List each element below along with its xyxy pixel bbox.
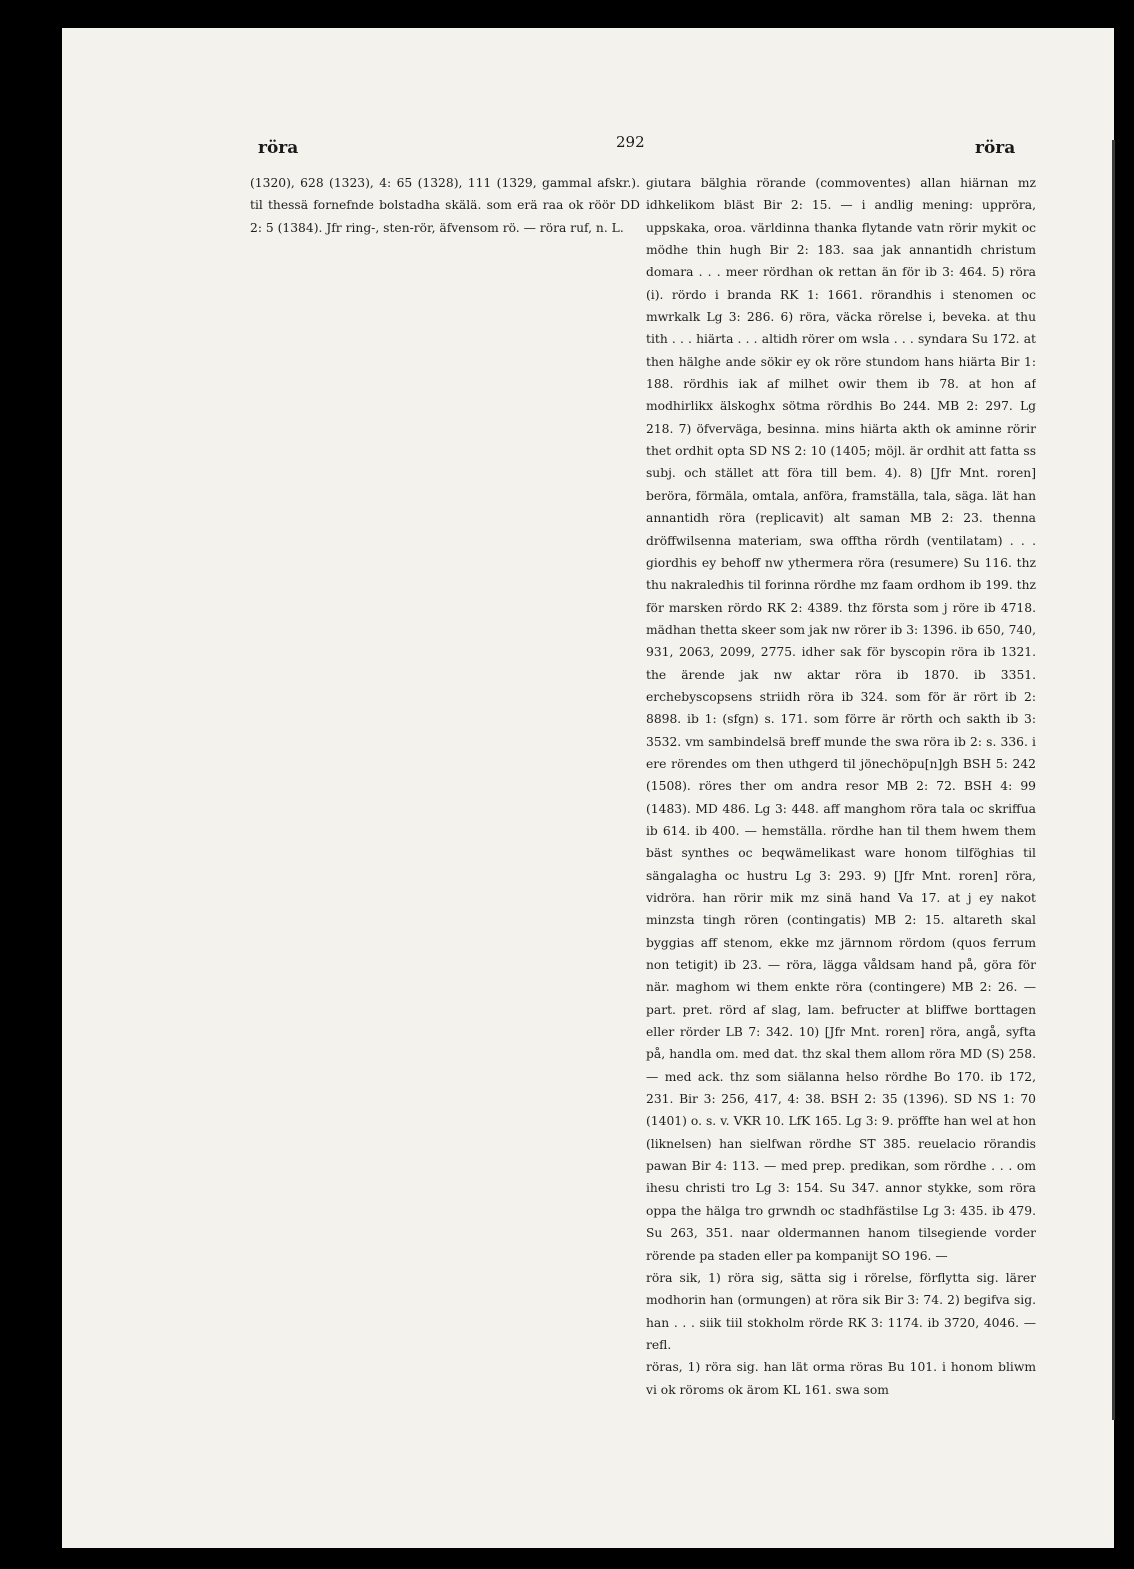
left-paragraph-1: (1320), 628 (1323), 4: 65 (1328), 111 (1329, gammal afskr.). til thessä fornefnde bolstadha skälä. som erä raa ok röör DD 2: 5 (1384). Jfr ring-, sten-rör, äfvensom rö. — röra ruf, n. L. bbox=[250, 176, 640, 235]
right-paragraph-1: giutara bälghia rörande (commoventes) allan hiärnan mz idhkelikom bläst Bir 2: 15. — i andlig mening: uppröra, uppskaka, oroa. världinna thanka flytande vatn rörir mykit oc mödhe thin hugh Bir 2: 183. saa jak annantidh christum domara . . . meer rördhan ok rettan än för ib 3: 464. 5) röra (i). rördo i branda RK 1: 1661. rörandhis i stenomen oc mwrkalk Lg 3: 286. 6) röra, väcka rörelse i, beveka. at thu tith . . . hiärta . . . altidh rörer om wsla . . . syndara Su 172. at then hälghe ande sökir ey ok röre stundom hans hiärta Bir 1: 188. rördhis iak af milhet owir them ib 78. at hon af modhirlikx älskoghx sötma rördhis Bo 244. MB 2: 297. Lg 218. 7) öfverväga, besinna. mins hiärta akth ok aminne rörir thet ordhit opta SD NS 2: 10 (1405; möjl. är ordhit att fatta ss subj. och stället att föra till bem. 4). 8) [Jfr Mnt. roren] beröra, förmäla, omtala, anföra, framställa, tala, säga. lät han annantidh röra (replicavit) alt saman MB 2: 23. thenna dröffwilsenna materiam, swa offtha rördh (ventilatam) . . . giordhis ey behoff nw ythermera röra (resumere) Su 116. thz thu nakraledhis til forinna rördhe mz faam ordhom ib 199. thz för marsken rördo RK 2: 4389. thz första som j röre ib 4718. mädhan thetta skeer som jak nw rörer ib 3: 1396. ib 650, 740, 931, 2063, 2099, 2775. idher sak för byscopin röra ib 1321. the ärende jak nw aktar röra ib 1870. ib 3351. erchebyscopsens striidh röra ib 324. som för är rört ib 2: 8898. ib 1: (sfgn) s. 171. som förre är rörth och sakth ib 3: 3532. vm sambindelsä breff munde the swa röra ib 2: s. 336. i ere rörendes om then uthgerd til jönechöpu[n]gh BSH 5: 242 (1508). röres ther om andra resor MB 2: 72. BSH 4: 99 (1483). MD 486. Lg 3: 448. aff manghom röra tala oc skriffua ib 614. ib 400. — hemställa. rördhe han til them hwem them bäst synthes oc beqwämelikast ware honom tilföghias til sängalagha oc hustru Lg 3: 293. 9) [Jfr Mnt. roren] röra, vidröra. han rörir mik mz sinä hand Va 17. at j ey nakot minzsta tingh rören (contingatis) MB 2: 15. altareth skal byggias aff stenom, ekke mz järnnom rördom (quos ferrum non tetigit) ib 23. — röra, lägga våldsam hand på, göra för när. maghom wi them enkte röra (contingere) MB 2: 26. — part. pret. rörd af slag, lam. befructer at bliffwe borttagen eller rörder LB 7: 342. 10) [Jfr Mnt. roren] röra, angå, syfta på, handla om. med dat. thz skal them allom röra MD (S) 258. — med ack. thz som siälanna helso rördhe Bo 170. ib 172, 231. Bir 3: 256, 417, 4: 38. BSH 2: 35 (1396). SD NS 1: 70 (1401) o. s. v. VKR 10. LfK 165. Lg 3: 9. pröffte han wel at hon (liknelsen) han sielfwan rördhe ST 385. reuelacio rörandis pawan Bir 4: 113. — med prep. predikan, som rördhe . . . om ihesu christi tro Lg 3: 154. Su 347. annor stykke, som röra oppa the hälga tro grwndh oc stadhfästilse Lg 3: 435. ib 479. Su 263, 351. naar oldermannen hanom tilsegiende vorder rörende pa staden eller pa kompanijt SO 196. — bbox=[646, 176, 1036, 1263]
page-edge-line bbox=[1112, 140, 1115, 1420]
left-column bbox=[250, 172, 640, 1502]
right-paragraph-2: röra sik, 1) röra sig, sätta sig i rörelse, förflytta sig. lärer modhorin han (ormungen) at röra sik Bir 3: 74. 2) begifva sig. han . . . siik tiil stokholm rörde RK 3: 1174. ib 3720, 4046. — refl. bbox=[646, 1270, 1036, 1352]
page-number: 292 bbox=[616, 133, 645, 151]
right-paragraph-3: röras, 1) röra sig. han lät orma röras Bu 101. i honom bliwm vi ok röroms ok ärom KL 161. swa som bbox=[646, 1360, 1036, 1397]
right-column bbox=[646, 172, 1036, 1502]
header-right-word: röra bbox=[975, 138, 1016, 158]
header-left-word: röra bbox=[258, 138, 299, 158]
